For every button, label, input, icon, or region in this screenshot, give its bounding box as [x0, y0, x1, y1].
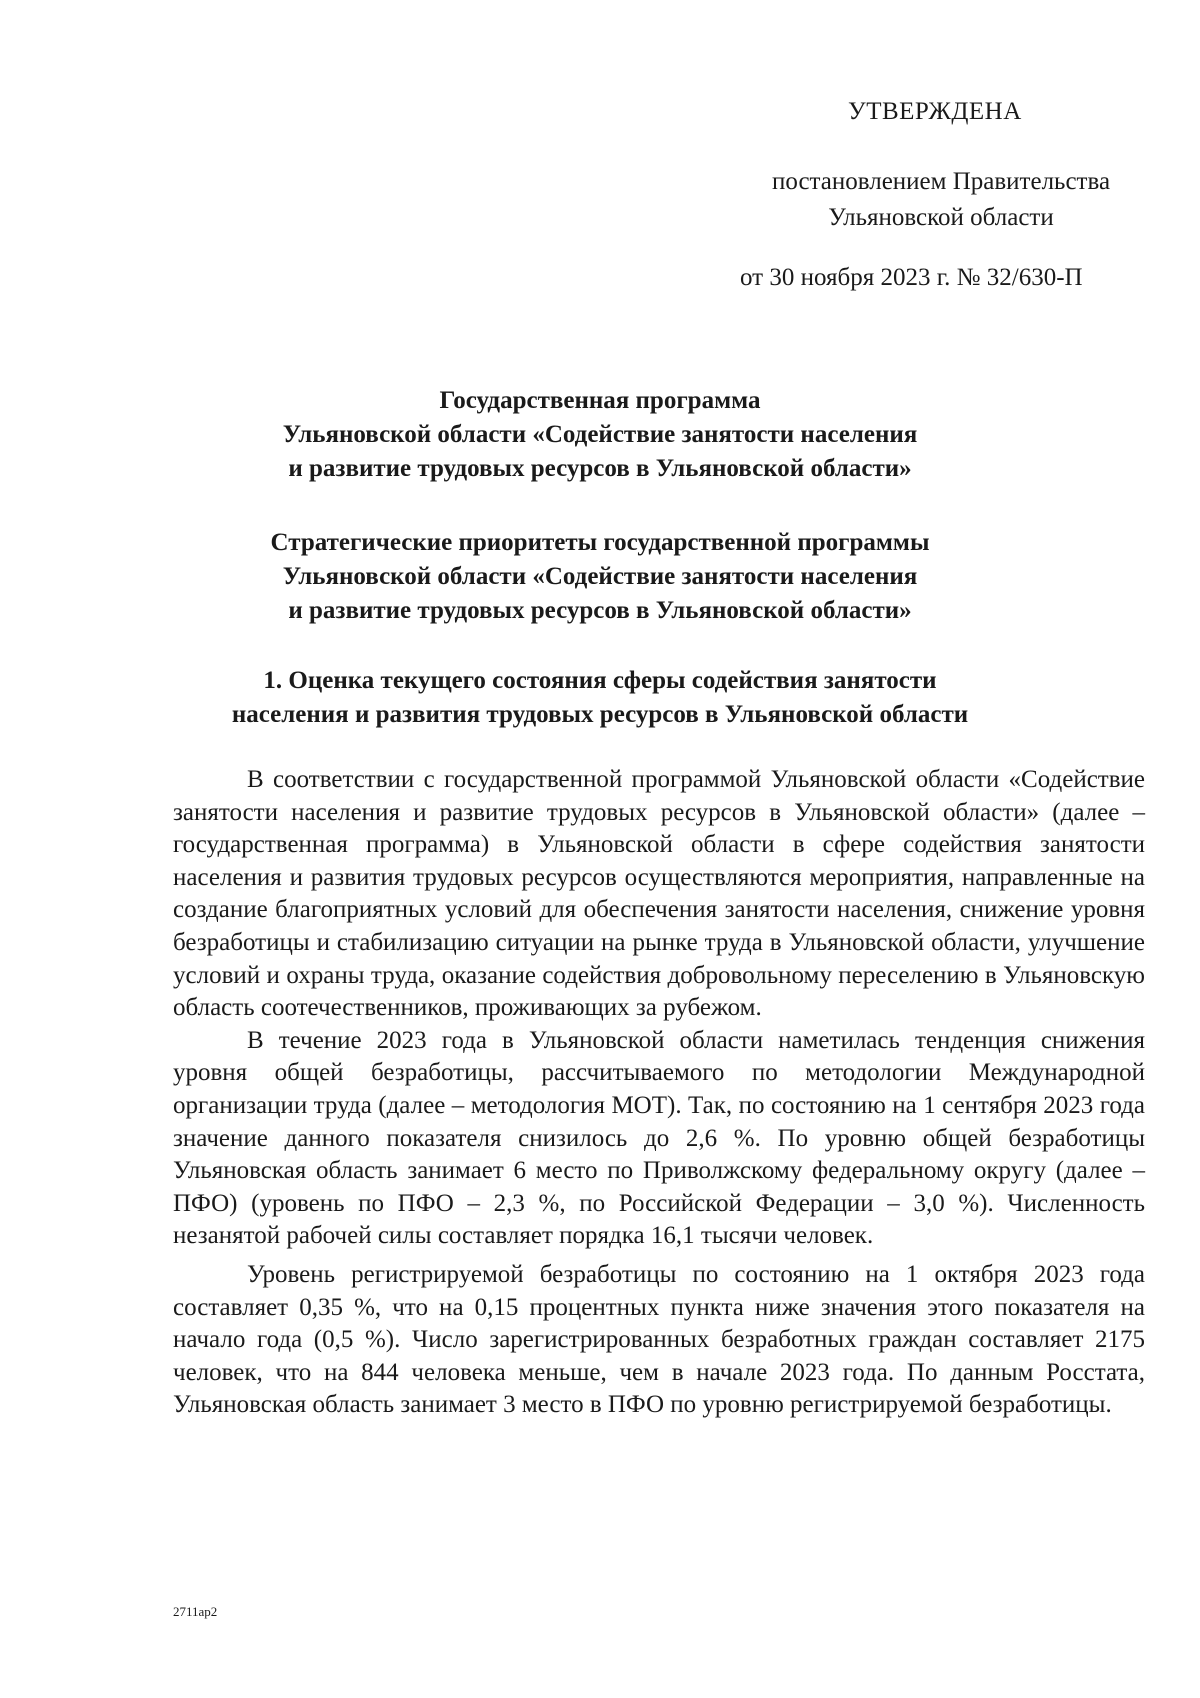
approval-decree-line1: постановлением Правительства — [771, 168, 1111, 195]
approval-title: УТВЕРЖДЕНА — [848, 98, 1022, 125]
paragraph: В соответствии с государственной программой Ульяновской области «Содействие занятости населения и развитие трудовых ресурсов в Ульяновской области» (далее – государственная программа) в Ульяновской области в сфере содействия занятости населения и развития трудовых ресурсов осуществляются мероприятия, направленные на создание благоприятных условий для обеспечения занятости населения, снижение уровня безработицы и стабилизацию ситуации на рынке труда в Ульяновской области, улучшение условий и охраны труда, оказание содействия добровольному переселению в Ульяновскую область соотечественников, проживающих за рубежом. — [173, 766, 1145, 1022]
paragraph: В течение 2023 года в Ульяновской области наметилась тенденция снижения уровня общей безработицы, рассчитываемого по методологии Международной организации труда (далее – методология МОТ). Так, по состоянию на 1 сентября 2023 года значение данного показателя снизилось до 2,6 %. По уровню общей безработицы Ульяновская область занимает 6 место по Приволжскому федеральному округу (далее – ПФО) (уровень по ПФО – 2,3 %, по Российской Федерации – 3,0 %). Численность незанятой рабочей силы составляет порядка 16,1 тысячи человек. — [173, 1026, 1145, 1250]
priorities-title-line3: и развитие трудовых ресурсов в Ульяновской области» — [288, 597, 912, 624]
approval-date: от 30 ноября 2023 г. № 32/630-П — [740, 264, 1083, 291]
section-title-line1: 1. Оценка текущего состояния сферы содействия занятости — [263, 667, 937, 694]
priorities-title-line2: Ульяновской области «Содействие занятости населения — [282, 563, 918, 590]
footer-code: 2711ар2 — [173, 1604, 218, 1619]
program-title-line1: Государственная программа — [439, 387, 761, 414]
approval-decree — [752, 164, 1130, 236]
section-title-line2: населения и развития трудовых ресурсов в Ульяновской области — [231, 701, 969, 728]
program-title — [160, 384, 1040, 486]
section-title — [160, 664, 1040, 732]
priorities-title — [160, 526, 1040, 628]
paragraph: Уровень регистрируемой безработицы по состоянию на 1 октября 2023 года составляет 0,35 %, что на 0,15 процентных пункта ниже значения этого показателя на начало года (0,5 %). Число зарегистрированных безработных граждан составляет 2175 человек, что на 844 человека меньше, чем в начале 2023 года. По данным Росстата, Ульяновская область занимает 3 место в ПФО по уровню регистрируемой безработицы. — [173, 1260, 1145, 1419]
approval-decree-line2: Ульяновской области — [828, 204, 1054, 231]
program-title-line3: и развитие трудовых ресурсов в Ульяновской области» — [288, 455, 912, 482]
priorities-title-line1: Стратегические приоритеты государственной программы — [270, 529, 930, 556]
program-title-line2: Ульяновской области «Содействие занятости населения — [282, 421, 918, 448]
body-text — [173, 764, 1145, 1422]
